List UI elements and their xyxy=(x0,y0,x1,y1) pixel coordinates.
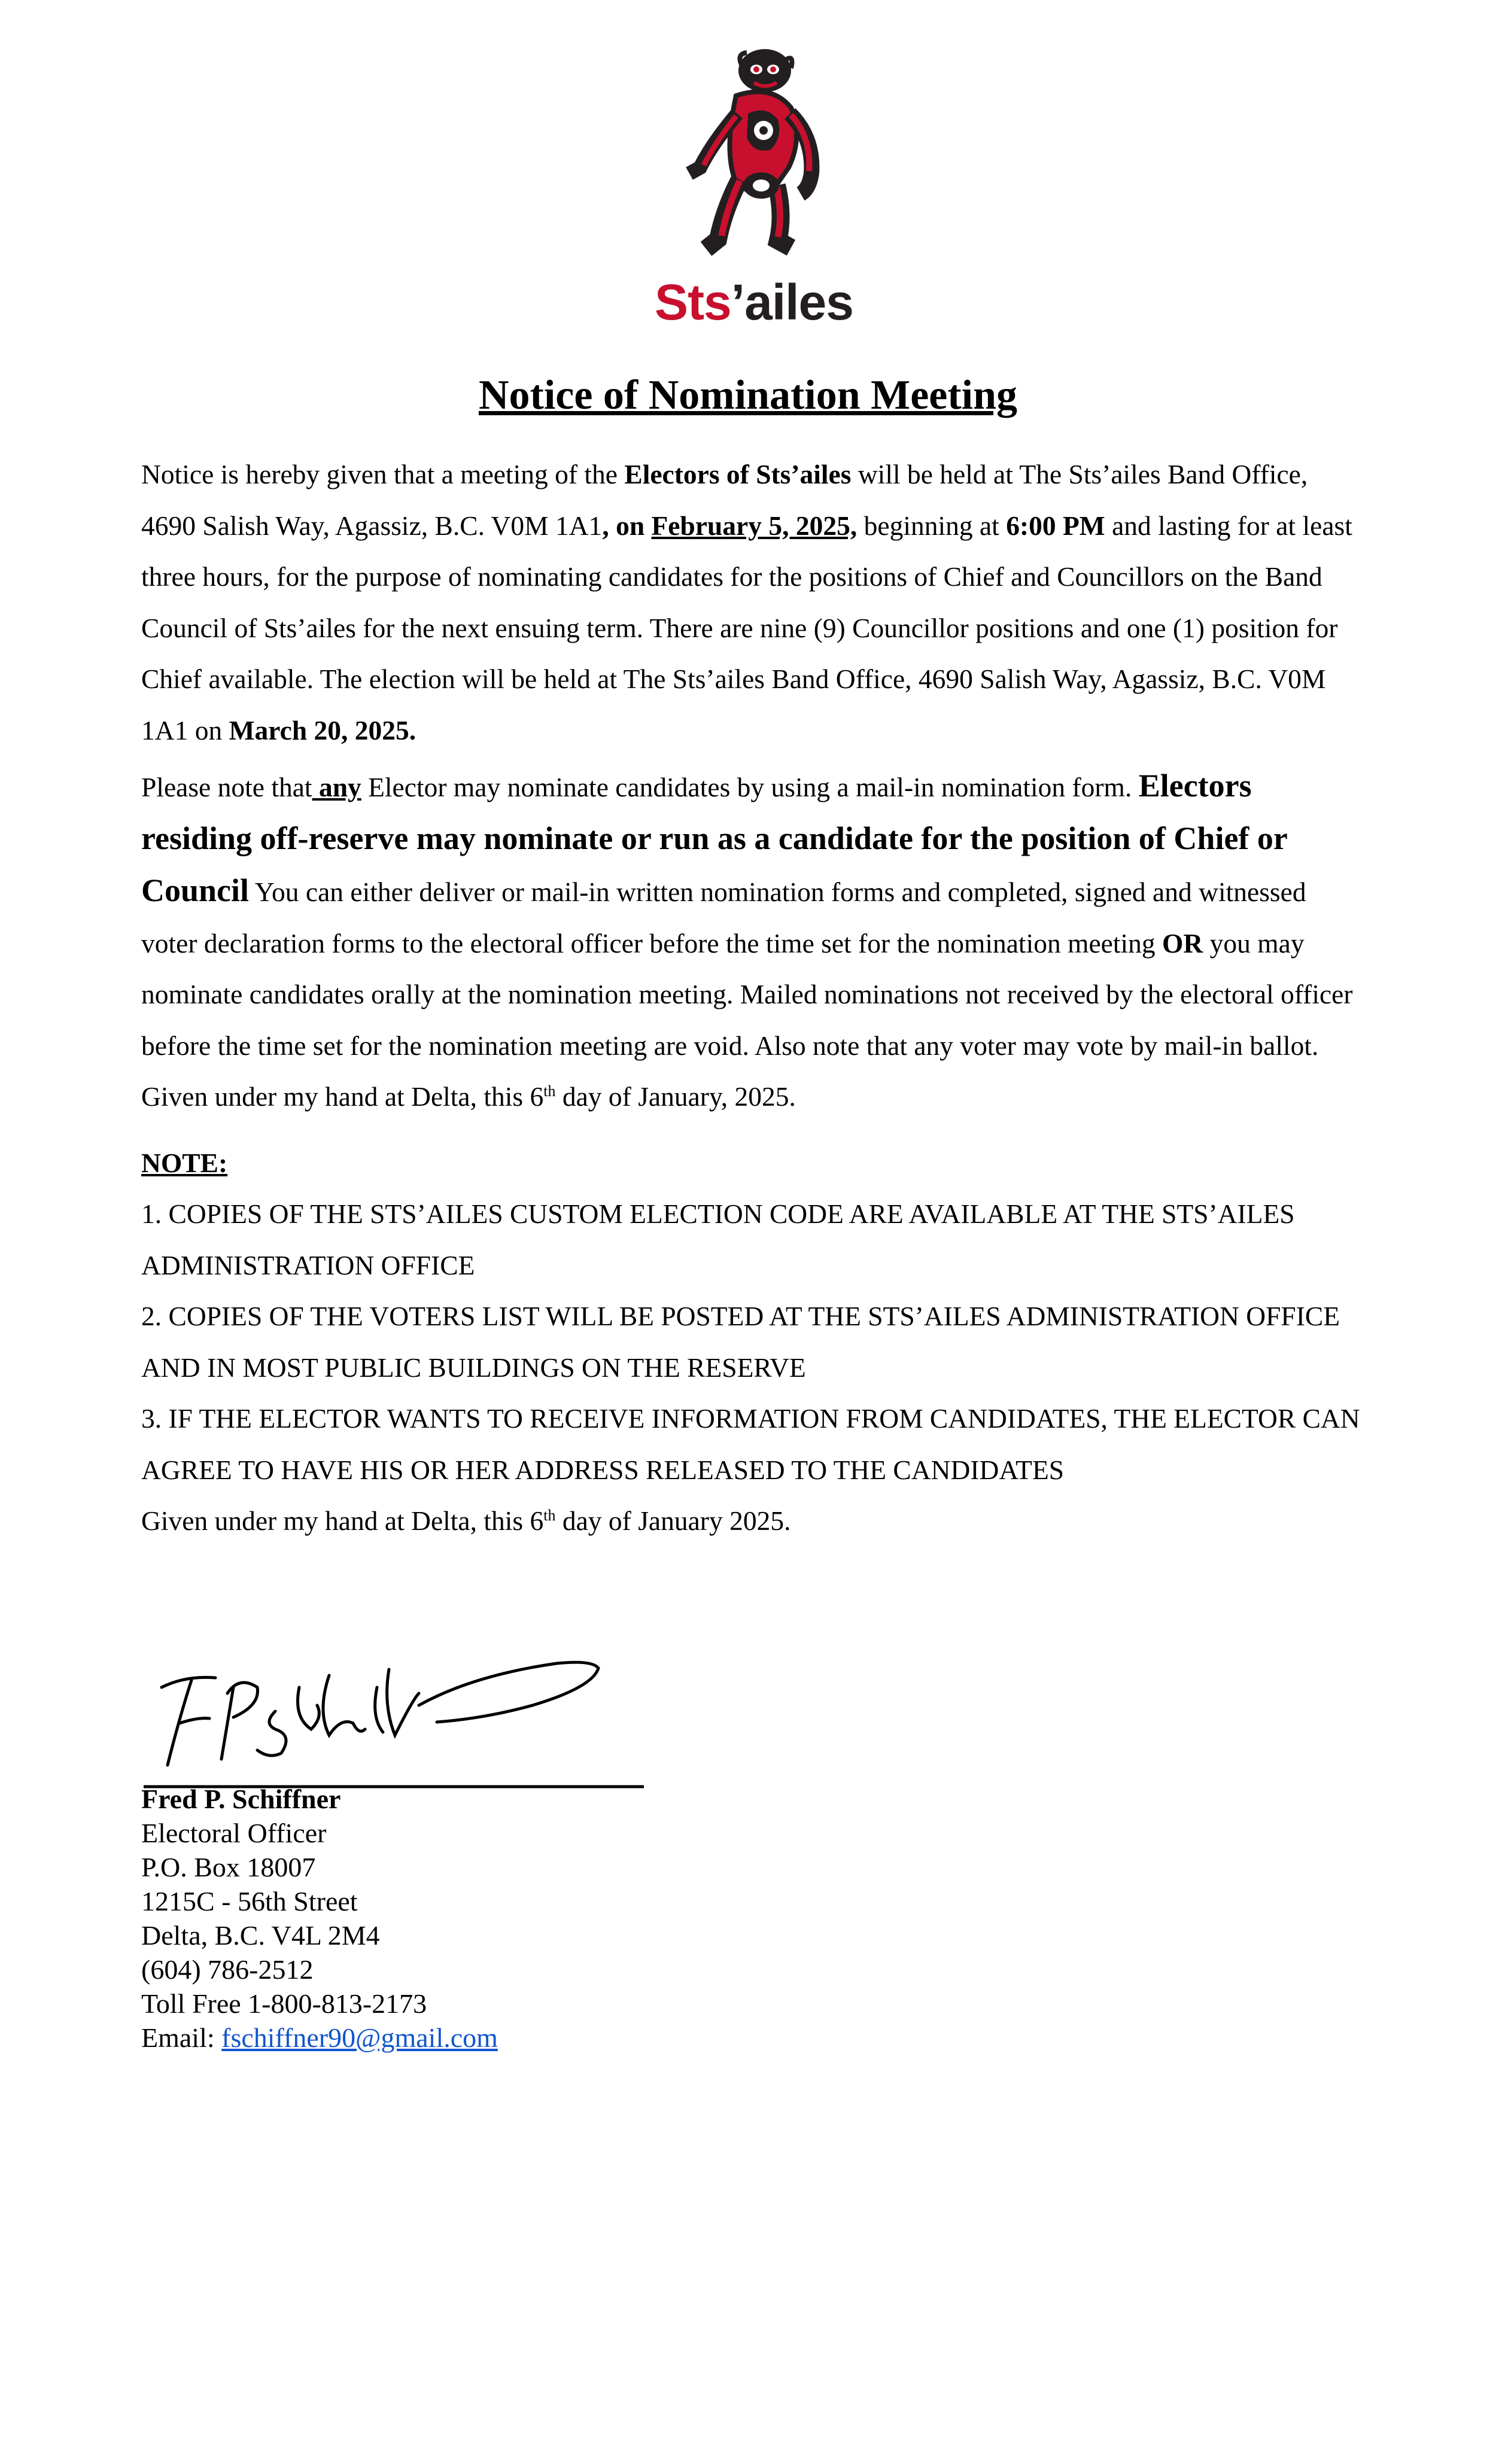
notice-body xyxy=(141,449,1362,1547)
given-under-hand-2: Given under my hand at Delta, this 6th day of January 2025. xyxy=(141,1505,791,1536)
email-link[interactable]: fschiffner90@gmail.com xyxy=(221,2022,498,2053)
given-under-hand-1: Given under my hand at Delta, this 6th day of January, 2025. xyxy=(141,1081,796,1112)
po-box: P.O. Box 18007 xyxy=(141,1852,316,1882)
note-heading: NOTE: xyxy=(141,1147,228,1178)
page-title: Notice of Nomination Meeting xyxy=(478,372,1018,418)
city-postal: Delta, B.C. V4L 2M4 xyxy=(141,1920,380,1951)
street-address: 1215C - 56th Street xyxy=(141,1886,358,1917)
nomination-paragraph: Please note that any Elector may nominate candidates by using a mail-in nomination form. Electors residing off-reserve may nominate or run as a candidate for the position of Chief or Council You can either deliver or mail-in written nomination forms and completed, signed and witnessed voter declaration forms to the electoral officer before the time set for the nomination meeting OR you may nominate candidates orally at the nomination meeting. Mailed nominations not received by the electoral officer before the time set for the nomination meeting are void. Also note that any voter may vote by mail-in ballot. xyxy=(141,768,1353,1061)
meeting-time: 6:00 PM xyxy=(1006,510,1105,541)
meeting-date: February 5, 2025, xyxy=(651,510,858,541)
meeting-paragraph: Notice is hereby given that a meeting of the Electors of Sts’ailes will be held at The Sts’ailes Band Office, 4690 Salish Way, Agassiz, B.C. V0M 1A1, on February 5, 2025, beginning at 6:00 PM and lasting for at least three hours, for the purpose of nominating candidates for the positions of Chief and Councillors on the Band Council of Sts’ailes for the next ensuing term. There are nine (9) Councillor positions and one (1) position for Chief available. The election will be held at The Sts’ailes Band Office, 4690 Salish Way, Agassiz, B.C. V0M 1A1 on March 20, 2025. xyxy=(141,459,1352,746)
note-item: 2. COPIES OF THE VOTERS LIST WILL BE POSTED AT THE STS’AILES ADMINISTRATION OFFICE AND IN MOST PUBLIC BUILDINGS ON THE RESERVE xyxy=(141,1301,1340,1383)
signature xyxy=(138,1651,676,1789)
officer-role: Electoral Officer xyxy=(141,1818,327,1848)
contact-block xyxy=(141,1782,498,2055)
logo-wordmark: Sts’ailes xyxy=(655,274,853,330)
note-item: 1. COPIES OF THE STS’AILES CUSTOM ELECTION CODE ARE AVAILABLE AT THE STS’AILES ADMINISTRATION OFFICE xyxy=(141,1198,1295,1280)
officer-name: Fred P. Schiffner xyxy=(141,1784,341,1814)
note-item: 3. IF THE ELECTOR WANTS TO RECEIVE INFORMATION FROM CANDIDATES, THE ELECTOR CAN AGREE TO HAVE HIS OR HER ADDRESS RELEASED TO THE CANDIDATES xyxy=(141,1403,1360,1485)
toll-free-number: Toll Free 1-800-813-2173 xyxy=(141,1988,427,2019)
email-line: Email: fschiffner90@gmail.com xyxy=(141,2022,498,2053)
off-reserve-notice: Electors residing off-reserve may nominate or run as a candidate for the position of Chief or Council xyxy=(141,768,1287,908)
election-date: March 20, 2025. xyxy=(229,714,416,746)
sasquatch-figure-icon xyxy=(634,48,874,281)
phone-number: (604) 786-2512 xyxy=(141,1954,314,1985)
stsailes-logo xyxy=(634,48,874,329)
